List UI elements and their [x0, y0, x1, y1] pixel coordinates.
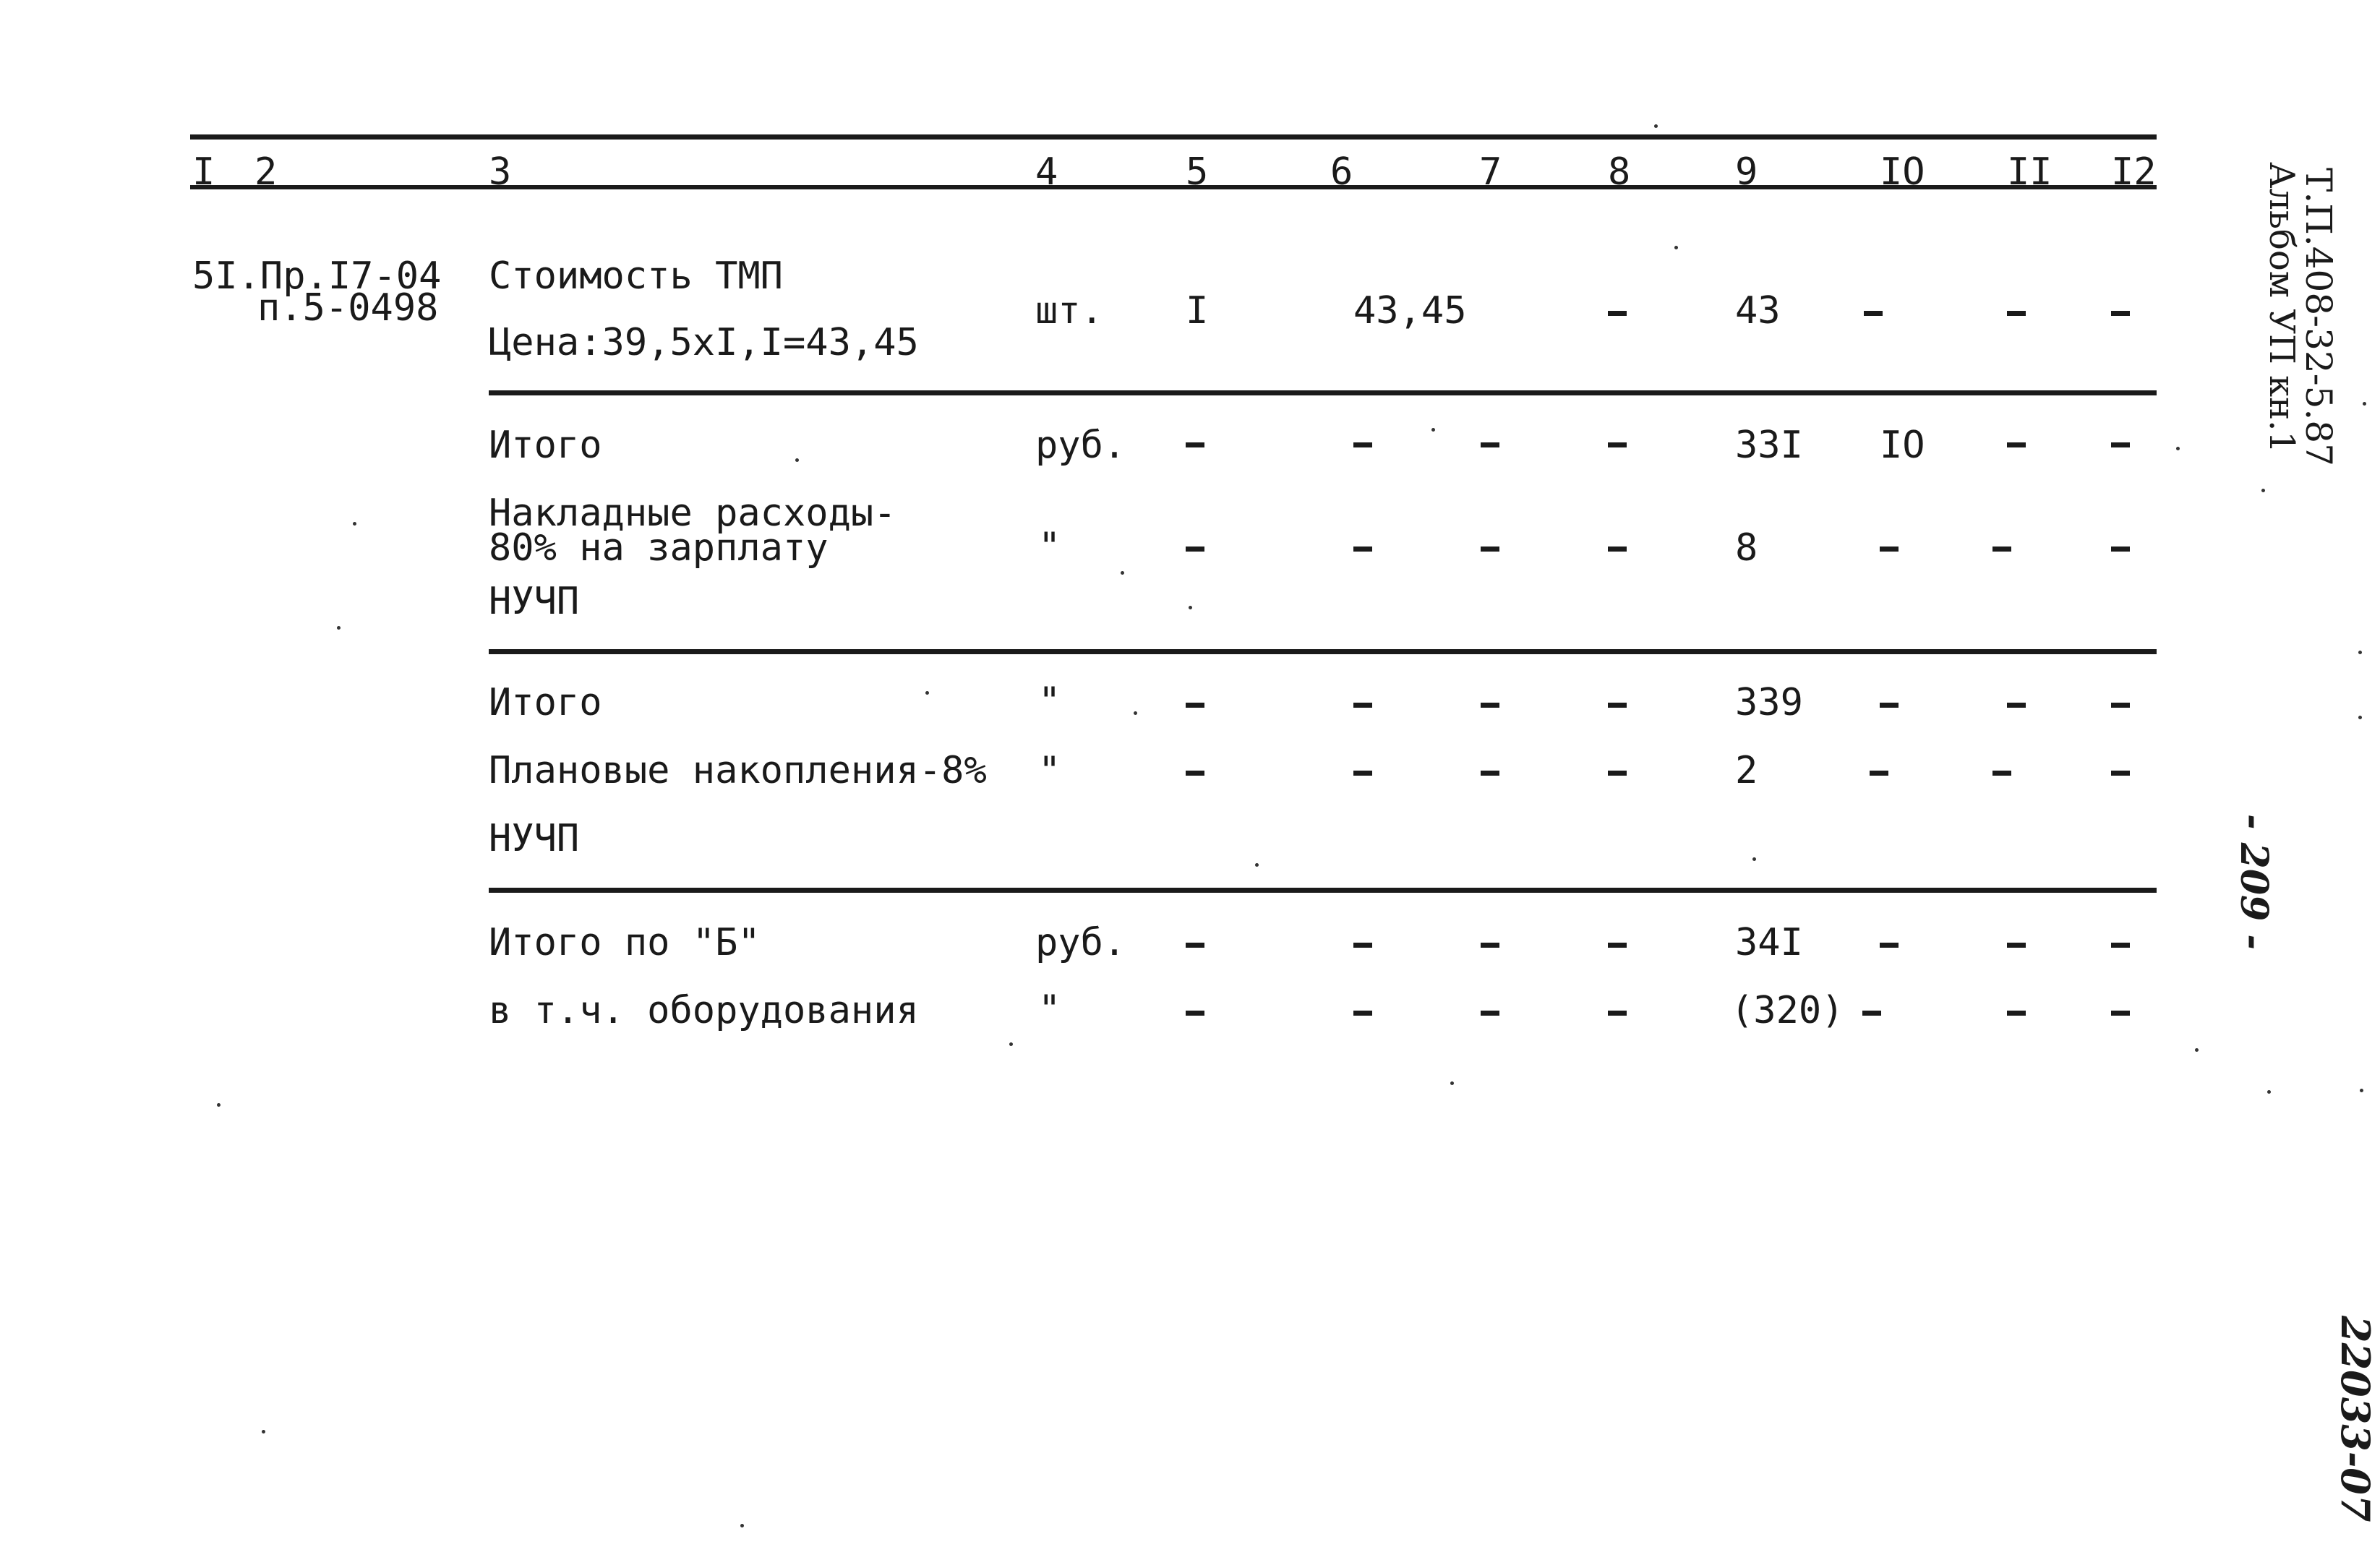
- scan-speck: [2358, 716, 2362, 719]
- scan-speck: [2261, 489, 2265, 492]
- entry-name: Стоимость ТМП: [489, 254, 783, 298]
- entry-c8-dash: [1608, 311, 1627, 316]
- nakladnye-rule: [489, 649, 2157, 654]
- col-header-6: 6: [1330, 150, 1353, 194]
- doc-code-label: Т.П.408-32-5.87: [2298, 168, 2340, 466]
- col-header-4: 4: [1035, 150, 1058, 194]
- entry-code-sub: п.5-0498: [257, 286, 439, 330]
- scan-speck: [795, 458, 799, 462]
- oborud-c11-dash: [2007, 1011, 2026, 1016]
- entry-total: 43: [1735, 289, 1781, 333]
- nakladnye-c5-dash: [1186, 547, 1204, 552]
- planovye-c11-dash: [1992, 771, 2011, 776]
- itogo2-c7-dash: [1481, 703, 1499, 708]
- itogo2-c11-dash: [2007, 703, 2026, 708]
- nakladnye-c9: 8: [1735, 526, 1758, 570]
- col-header-3: 3: [489, 150, 512, 194]
- itogo2-c8-dash: [1608, 703, 1627, 708]
- scan-speck: [1134, 711, 1137, 715]
- nakladnye-c12-dash: [2111, 547, 2130, 552]
- itogo1-c9: 33I: [1735, 424, 1803, 467]
- itogo-b-c8-dash: [1608, 943, 1627, 948]
- scan-speck: [1674, 246, 1678, 249]
- scan-speck: [925, 691, 929, 695]
- oborud-c6-dash: [1353, 1011, 1372, 1016]
- itogo2-c6-dash: [1353, 703, 1372, 708]
- col-header-10: IO: [1880, 150, 1925, 194]
- planovye-c8-dash: [1608, 771, 1627, 776]
- itogo2-c10-dash: [1880, 703, 1899, 708]
- planovye-label-2: НУЧП: [489, 817, 580, 860]
- scan-speck: [2358, 651, 2362, 654]
- entry-rule: [489, 390, 2157, 395]
- itogo-b-c6-dash: [1353, 943, 1372, 948]
- nakladnye-label-3: НУЧП: [489, 580, 580, 623]
- scan-speck: [1255, 863, 1259, 867]
- itogo2-label: Итого: [489, 681, 602, 724]
- entry-code: 5I.Пр.I7-04: [192, 254, 442, 298]
- itogo2-c9: 339: [1735, 681, 1803, 724]
- nakladnye-c6-dash: [1353, 547, 1372, 552]
- oborud-label: в т.ч. оборудования: [489, 989, 919, 1032]
- oborud-c5-dash: [1186, 1011, 1204, 1016]
- scan-speck: [337, 626, 341, 630]
- col-header-9: 9: [1735, 150, 1758, 194]
- itogo-b-c10-dash: [1880, 943, 1899, 948]
- planovye-c7-dash: [1481, 771, 1499, 776]
- scan-speck: [1009, 1042, 1013, 1046]
- scan-speck: [2360, 1089, 2363, 1092]
- nakladnye-unit: ": [1038, 525, 1061, 568]
- nakladnye-c10-dash: [1880, 547, 1899, 552]
- album-label: Альбом УП кн.1: [2261, 162, 2302, 453]
- itogo-b-c7-dash: [1481, 943, 1499, 948]
- page-number: - 209 -: [2232, 814, 2276, 950]
- itogo1-c12-dash: [2111, 442, 2130, 447]
- scan-speck: [740, 1524, 744, 1527]
- scan-speck: [1654, 124, 1658, 128]
- itogo1-c11-dash: [2007, 442, 2026, 447]
- scan-speck: [1431, 428, 1435, 432]
- itogo-b-c9: 34I: [1735, 921, 1803, 964]
- entry-price: 43,45: [1353, 289, 1467, 333]
- col-header-2: 2: [254, 150, 278, 194]
- scan-speck: [2267, 1090, 2271, 1094]
- oborud-c10-dash: [1862, 1011, 1881, 1016]
- scan-speck: [1752, 857, 1756, 861]
- scan-speck: [217, 1103, 221, 1107]
- scan-speck: [2176, 447, 2180, 450]
- nakladnye-label-2: 80% на зарплату: [489, 526, 829, 570]
- oborud-c7-dash: [1481, 1011, 1499, 1016]
- col-header-7: 7: [1479, 150, 1502, 194]
- itogo2-c5-dash: [1186, 703, 1204, 708]
- archive-number: 22033-07: [2332, 1316, 2379, 1522]
- itogo2-unit: ": [1038, 680, 1061, 723]
- scan-speck: [1189, 606, 1192, 609]
- itogo-b-unit: руб.: [1035, 921, 1126, 964]
- itogo1-unit: руб.: [1035, 424, 1126, 467]
- col-header-1: I: [192, 150, 215, 194]
- planovye-c10-dash: [1870, 771, 1888, 776]
- itogo1-label: Итого: [489, 424, 602, 467]
- entry-price-formula: Цена:39,5хI,I=43,45: [489, 321, 919, 364]
- nakladnye-label: Накладные расходы-: [489, 492, 896, 535]
- oborud-c9: (320): [1731, 989, 1844, 1032]
- entry-c10-dash: [1864, 311, 1883, 316]
- scan-speck: [1450, 1081, 1454, 1085]
- entry-unit: шт.: [1035, 289, 1103, 333]
- scan-speck: [2363, 402, 2366, 406]
- col-header-11: II: [2007, 150, 2052, 194]
- col-header-5: 5: [1186, 150, 1209, 194]
- oborud-c12-dash: [2111, 1011, 2130, 1016]
- entry-c12-dash: [2111, 311, 2130, 316]
- itogo-b-c5-dash: [1186, 943, 1204, 948]
- nakladnye-c11-dash: [1992, 547, 2011, 552]
- oborud-c8-dash: [1608, 1011, 1627, 1016]
- itogo1-c6-dash: [1353, 442, 1372, 447]
- scan-speck: [2195, 1048, 2199, 1052]
- itogo1-c7-dash: [1481, 442, 1499, 447]
- itogo2-c12-dash: [2111, 703, 2130, 708]
- itogo-b-label: Итого по "Б": [489, 921, 761, 964]
- planovye-rule: [489, 888, 2157, 893]
- planovye-label: Плановые накопления-8%: [489, 749, 987, 792]
- nakladnye-c7-dash: [1481, 547, 1499, 552]
- planovye-c9: 2: [1735, 749, 1758, 792]
- planovye-c5-dash: [1186, 771, 1204, 776]
- itogo1-c5-dash: [1186, 442, 1204, 447]
- col-header-8: 8: [1608, 150, 1631, 194]
- planovye-c6-dash: [1353, 771, 1372, 776]
- entry-qty: I: [1186, 289, 1209, 333]
- itogo-b-c12-dash: [2111, 943, 2130, 948]
- nakladnye-c8-dash: [1608, 547, 1627, 552]
- planovye-c12-dash: [2111, 771, 2130, 776]
- scan-speck: [262, 1430, 265, 1433]
- itogo1-c10: IO: [1880, 424, 1925, 467]
- itogo-b-c11-dash: [2007, 943, 2026, 948]
- entry-c11-dash: [2007, 311, 2026, 316]
- col-header-12: I2: [2111, 150, 2157, 194]
- scan-speck: [353, 522, 356, 526]
- oborud-unit: ": [1038, 987, 1061, 1031]
- scan-speck: [1121, 571, 1124, 575]
- itogo1-c8-dash: [1608, 442, 1627, 447]
- header-bottom-rule: [190, 185, 2157, 189]
- planovye-unit: ": [1038, 749, 1061, 792]
- header-top-rule: [190, 134, 2157, 140]
